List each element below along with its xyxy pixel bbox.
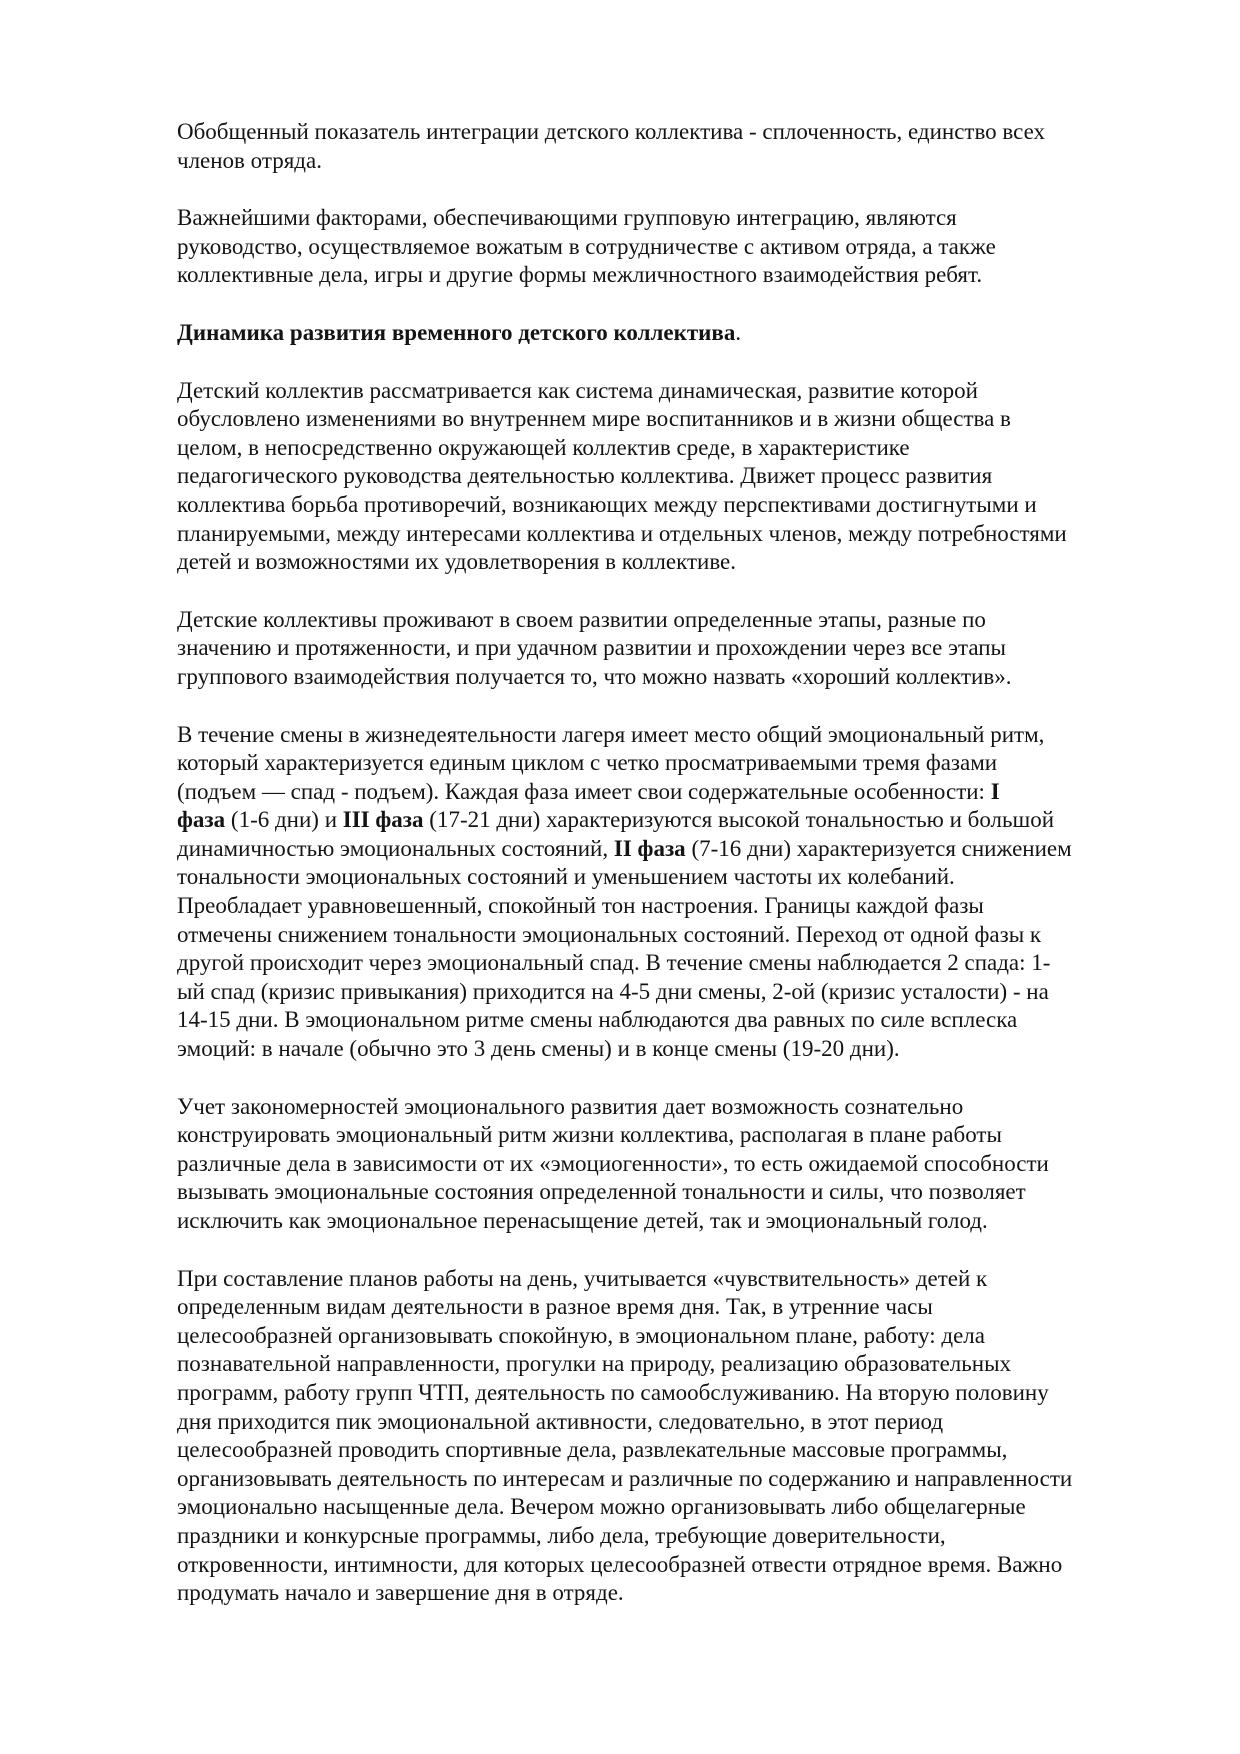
paragraph-emotional-rhythm <box>177 721 1169 1064</box>
emotional-rhythm-text-3: (17-21 дни) характеризуются высокой тональностью и большой динамичностью эмоциональных состояний, <box>177 807 1055 861</box>
paragraph-development-stages: Детские коллективы проживают в своем развитии определенные этапы, разные по значению и протяженности, и при удачном развитии и прохождении через все этапы группового взаимодействия получается то, что можно назвать «хороший коллектив». <box>177 606 1012 689</box>
section-heading-period: . <box>735 319 742 345</box>
paragraph-emotional-planning: Учет закономерностей эмоционального развития дает возможность сознательно конструировать эмоциональный ритм жизни коллектива, располагая в плане работы различные дела в зависимости от их «эмоциогенности», то есть ожидаемой способности вызывать эмоциональные состояния определенной тональности и силы, что позволяет исключить как эмоциональное перенасыщение детей, так и эмоциональный голод. <box>177 1093 1049 1233</box>
emotional-rhythm-text-4: (7-16 дни) характеризуется снижением тональности эмоциональных состояний и уменьшением частоты их колебаний. Преобладает уравновешенный, спокойный тон настроения. Границы каждой фазы отмечены снижением тональности эмоциональных состояний. Переход от одной фазы к другой происходит через эмоциональный спад. В течение смены наблюдается 2 спада: 1- ый спад (кризис привыкания) приходится на 4-5 дни смены, 2-ой (кризис усталости) - на 14-15 дни. В эмоциональном ритме смены наблюдаются два равных по силе всплеска эмоций: в начале (обычно это 3 день смены) и в конце смены (19-20 дни). <box>177 835 1072 1062</box>
phase-2-label: II фаза <box>613 835 686 861</box>
section-heading <box>177 319 1169 348</box>
section-heading-text: Динамика развития временного детского коллектива <box>177 319 736 345</box>
emotional-rhythm-text-2: (1-6 дни) и <box>225 807 343 833</box>
phase-3-label: III фаза <box>342 807 424 833</box>
emotional-rhythm-text-1: В течение смены в жизнедеятельности лагеря имеет место общий эмоциональный ритм, который характеризуется единым циклом с четко просматриваемыми тремя фазами (подъем — спад - подъем). Каждая фаза имеет свои содержательные особенности: <box>177 721 1045 804</box>
paragraph-collective-dynamics: Детский коллектив рассматривается как система динамическая, развитие которой обусловлено изменениями во внутреннем мире воспитанников и в жизни общества в целом, в непосредственно окружающей коллектив среде, в характеристике педагогического руководства деятельностью коллектива. Движет процесс развития коллектива борьба противоречий, возникающих между перспективами достигнутыми и планируемыми, между интересами коллектива и отдельных членов, между потребностями детей и возможностями их удовлетворения в коллективе. <box>177 377 1067 575</box>
paragraph-daily-planning: При составление планов работы на день, учитывается «чувствительность» детей к определенным видам деятельности в разное время дня. Так, в утренние часы целесообразней организовывать спокойную, в эмоциональном плане, работу: дела познавательной направленности, прогулки на природу, реализацию образовательных программ, работу групп ЧТП, деятельность по самообслуживанию. На вторую половину дня приходится пик эмоциональной активности, следовательно, в этот период целесообразней проводить спортивные дела, развлекательные массовые программы, организовывать деятельность по интересам и различные по содержанию и направленности эмоционально насыщенные дела. Вечером можно организовывать либо общелагерные праздники и конкурсные программы, либо дела, требующие доверительности, откровенности, интимности, для которых целесообразней отвести отрядное время. Важно продумать начало и завершение дня в отряде. <box>177 1265 1073 1606</box>
paragraph-integration-indicator: Обобщенный показатель интеграции детского коллектива - сплоченность, единство всех членов отряда. <box>177 119 1046 173</box>
paragraph-integration-factors: Важнейшими факторами, обеспечивающими групповую интеграцию, являются руководство, осуществляемое вожатым в сотрудничестве с активом отряда, а также коллективные дела, игры и другие формы межличностного взаимодействия ребят. <box>177 205 996 288</box>
text-column <box>177 118 1169 1637</box>
phase-1-label: I фаза <box>177 778 1000 833</box>
